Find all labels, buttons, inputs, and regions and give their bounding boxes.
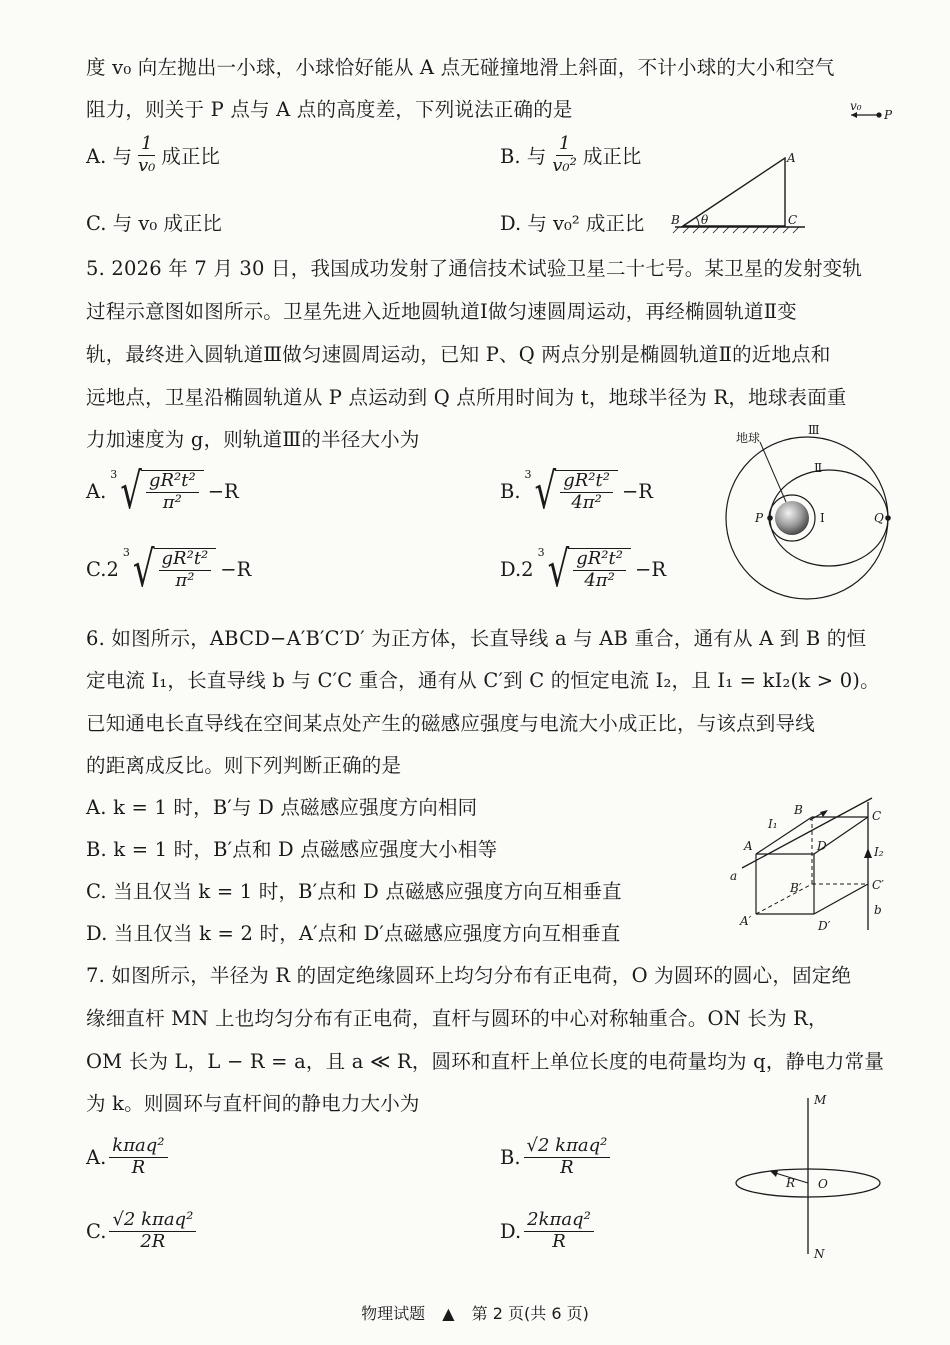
q4-option-a-fraction: $\frac{1}{\text{v₀}}$ bbox=[137, 133, 156, 176]
q4-figure-incline bbox=[665, 96, 895, 236]
q7-option-b-fraction: $\frac{\text{√2 kπaq²}}{R}$ bbox=[524, 1136, 611, 1178]
q5-earth bbox=[775, 501, 809, 535]
q7-option-b: B. $\frac{\text{√2 kπaq²}}{R}$ bbox=[500, 1136, 613, 1178]
q5-label-iii: Ⅲ bbox=[808, 423, 820, 437]
q6-label-a-prime: A′ bbox=[740, 914, 752, 928]
q4-option-b-fraction: $\frac{1}{\text{v₀²}}$ bbox=[552, 133, 577, 176]
q6-label-a: A bbox=[744, 839, 753, 853]
q7-label-r: R bbox=[786, 1176, 796, 1190]
q7-line-4: 为 k。则圆环与直杆间的静电力大小为 bbox=[86, 1092, 420, 1115]
q6-label-c: C bbox=[872, 809, 882, 823]
q6-label-wire-b: b bbox=[874, 903, 882, 917]
q6-line-3: 已知通电长直导线在空间某点处产生的磁感应强度与电流大小成正比，与该点到导线 bbox=[86, 712, 815, 735]
q5-label-ii: Ⅱ bbox=[814, 461, 823, 475]
q4-line-1: 度 v₀ 向左抛出一小球，小球恰好能从 A 点无碰撞地滑上斜面，不计小球的大小和空气 bbox=[86, 56, 835, 79]
q5-line-4: 远地点，卫星沿椭圆轨道从 P 点运动到 Q 点所用时间为 t，地球半径为 R，地球表面重 bbox=[86, 386, 847, 409]
q4-label-theta: θ bbox=[701, 213, 709, 227]
q7-option-c-fraction: $\frac{\text{√2 kπaq²}}{2R}$ bbox=[109, 1210, 196, 1252]
q6-line-2: 定电流 I₁，长直导线 b 与 C′C 重合，通有从 C′到 C 的恒定电流 I₂，且 I₁ = kI₂(k > 0)。 bbox=[86, 669, 880, 692]
q6-label-i2: I₂ bbox=[874, 845, 884, 859]
q7-option-a-fraction: $\frac{\text{kπaq²}}{R}$ bbox=[109, 1136, 167, 1178]
q4-label-v0: v₀ bbox=[850, 99, 862, 113]
q4-option-d: D. 与 v₀² 成正比 bbox=[500, 212, 645, 235]
q5-figure-orbits bbox=[720, 420, 900, 610]
q7-line-1: 7. 如图所示，半径为 R 的固定绝缘圆环上均匀分布有正电荷，O 为圆环的圆心，固定绝 bbox=[86, 964, 852, 987]
q7-label-o: O bbox=[818, 1177, 828, 1191]
q6-line-4: 的距离成反比。则下列判断正确的是 bbox=[86, 754, 402, 777]
q4-option-a: A. 与 $\frac{1}{\text{v₀}}$ 成正比 bbox=[86, 133, 220, 176]
q5-label-q: Q bbox=[874, 511, 884, 525]
q4-label-c: C bbox=[788, 213, 798, 227]
q6-option-a: A. k = 1 时，B′与 D 点磁感应强度方向相同 bbox=[86, 796, 478, 819]
q6-option-c: C. 当且仅当 k = 1 时，B′点和 D 点磁感应强度方向互相垂直 bbox=[86, 880, 622, 903]
q4-option-b-label: B. 与 bbox=[500, 145, 547, 169]
q7-option-d-fraction: $\frac{\text{2kπaq²}}{R}$ bbox=[524, 1210, 594, 1252]
q7-option-a: A. $\frac{\text{kπaq²}}{R}$ bbox=[86, 1136, 171, 1178]
q6-line-1: 6. 如图所示，ABCD−A′B′C′D′ 为正方体，长直导线 a 与 AB 重合，通有从 A 到 B 的恒 bbox=[86, 627, 867, 650]
q6-label-c-prime: C′ bbox=[872, 878, 884, 892]
q4-option-a-label: A. 与 bbox=[86, 145, 132, 169]
q6-label-d: D bbox=[817, 839, 827, 853]
q5-option-a: A. 3 √ $\frac{\text{gR²t²}}{\text{π²}}$ −R bbox=[86, 462, 239, 521]
footer-subject: 物理试题 bbox=[361, 1304, 426, 1323]
q7-option-c: C. $\frac{\text{√2 kπaq²}}{2R}$ bbox=[86, 1210, 199, 1252]
q5-option-b: B. 3 √ $\frac{\text{gR²t²}}{\text{4π²}}$ −R bbox=[500, 462, 653, 521]
q5-option-d: D. 2 3 √ $\frac{\text{gR²t²}}{\text{4π²}}$ −R bbox=[500, 540, 667, 599]
q6-wire-a bbox=[742, 798, 872, 868]
q5-label-i: Ⅰ bbox=[820, 511, 825, 525]
q7-label-m: M bbox=[814, 1093, 827, 1107]
q7-option-d: D. $\frac{\text{2kπaq²}}{R}$ bbox=[500, 1210, 597, 1252]
q5-line-5: 力加速度为 g，则轨道Ⅲ的半径大小为 bbox=[86, 428, 420, 451]
q4-label-p: P bbox=[884, 108, 893, 122]
q5-line-3: 轨，最终进入圆轨道Ⅲ做匀速圆周运动，已知 P、Q 两点分别是椭圆轨道Ⅱ的近地点和 bbox=[86, 343, 831, 366]
q6-option-b: B. k = 1 时，B′点和 D 点磁感应强度大小相等 bbox=[86, 838, 498, 861]
footer-triangle-icon: ▲ bbox=[442, 1304, 455, 1323]
q5-option-b-radical: 3 √ $\frac{\text{gR²t²}}{\text{4π²}}$ bbox=[535, 470, 618, 513]
q4-option-c: C. 与 v₀ 成正比 bbox=[86, 212, 222, 235]
q6-label-b: B bbox=[794, 803, 803, 817]
footer-page-number: 第 2 页(共 6 页) bbox=[471, 1304, 589, 1323]
q4-label-b: B bbox=[671, 213, 680, 227]
q4-label-a: A bbox=[787, 151, 796, 165]
q4-ball-p bbox=[876, 112, 881, 117]
q6-label-d-prime: D′ bbox=[818, 919, 831, 933]
q5-option-a-radical: 3 √ $\frac{\text{gR²t²}}{\text{π²}}$ bbox=[120, 470, 203, 513]
q7-line-3: OM 长为 L，L − R = a，且 a ≪ R，圆环和直杆上单位长度的电荷量均为 q，静电力常量 bbox=[86, 1050, 885, 1073]
q7-figure-ring-rod bbox=[730, 1088, 900, 1263]
q5-label-p: P bbox=[755, 511, 764, 525]
q4-incline-triangle bbox=[683, 158, 785, 226]
q6-option-d: D. 当且仅当 k = 2 时，A′点和 D′点磁感应强度方向互相垂直 bbox=[86, 922, 621, 945]
q5-line-2: 过程示意图如图所示。卫星先进入近地圆轨道Ⅰ做匀速圆周运动，再经椭圆轨道Ⅱ变 bbox=[86, 300, 797, 323]
q7-label-n: N bbox=[814, 1247, 825, 1261]
q5-option-d-radical: 3 √ $\frac{\text{gR²t²}}{\text{4π²}}$ bbox=[548, 548, 631, 591]
q5-option-c-radical: 3 √ $\frac{\text{gR²t²}}{\text{π²}}$ bbox=[133, 548, 216, 591]
q5-line-1: 5. 2026 年 7 月 30 日，我国成功发射了通信技术试验卫星二十七号。某卫星的发射变轨 bbox=[86, 257, 863, 280]
q6-label-i1: I₁ bbox=[768, 817, 778, 831]
q6-figure-cube bbox=[722, 792, 902, 942]
q5-point-q bbox=[885, 515, 891, 521]
q6-label-wire-a: a bbox=[730, 869, 738, 883]
q5-point-p bbox=[767, 515, 773, 521]
page-footer bbox=[0, 1301, 950, 1324]
q4-option-b: B. 与 $\frac{1}{\text{v₀²}}$ 成正比 bbox=[500, 133, 642, 176]
q6-label-b-prime: B′ bbox=[790, 881, 802, 895]
q4-line-2: 阻力，则关于 P 点与 A 点的高度差，下列说法正确的是 bbox=[86, 98, 573, 121]
q5-label-earth: 地球 bbox=[736, 431, 761, 445]
q5-option-c: C. 2 3 √ $\frac{\text{gR²t²}}{\text{π²}}$ −R bbox=[86, 540, 252, 599]
q7-line-2: 缘细直杆 MN 上也均匀分布有正电荷，直杆与圆环的中心对称轴重合。ON 长为 R， bbox=[86, 1007, 828, 1030]
